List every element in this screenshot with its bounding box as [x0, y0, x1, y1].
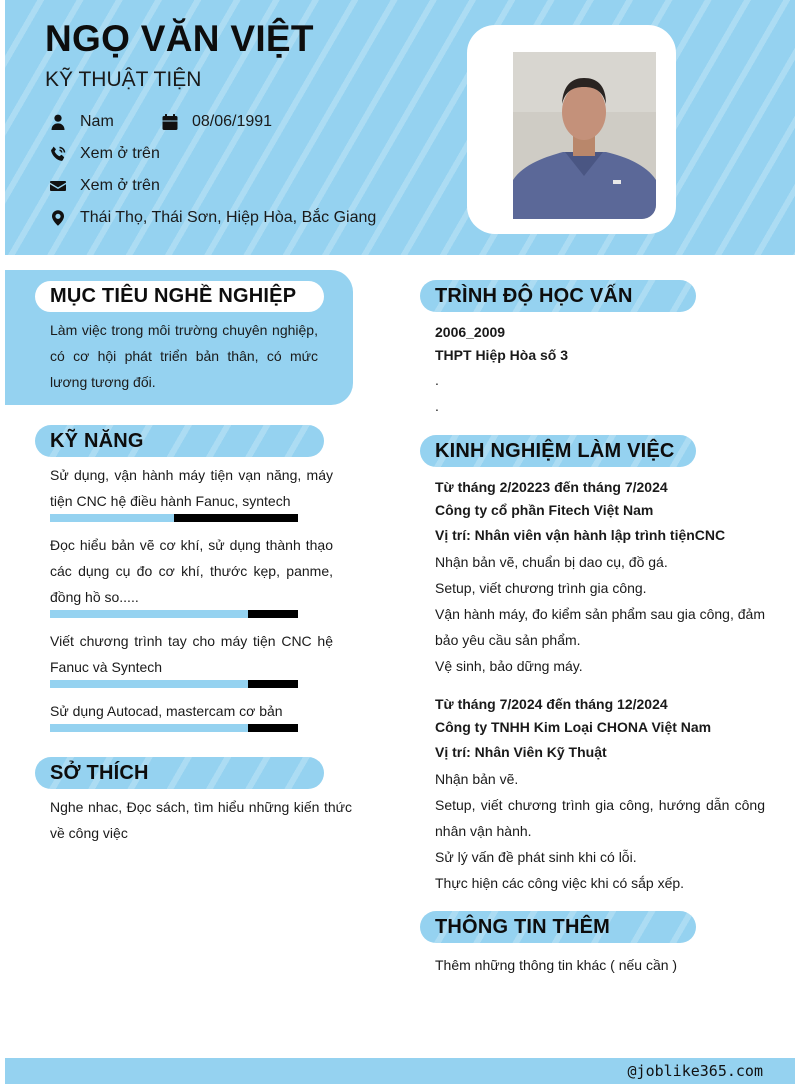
education-detail-1: .: [435, 372, 439, 388]
skill-item: [50, 532, 333, 610]
user-icon: [50, 114, 66, 130]
skill-item: [50, 628, 333, 680]
job-title: KỸ THUẬT TIỆN: [45, 68, 202, 91]
job-position: Vị trí: Nhân Viên Kỹ Thuật: [435, 744, 607, 760]
objective-text: Làm việc trong môi trường chuyên nghiệp, có cơ hội phát triển bản thân, có mức lương tương đối.: [50, 322, 318, 390]
skill-level-bar: [50, 514, 298, 522]
map-marker-icon: [50, 210, 66, 226]
job-duty: Nhận bản vẽ, chuẩn bị dao cụ, đồ gá.: [435, 554, 668, 570]
job-duty: Sử lý vấn đề phát sinh khi có lỗi.: [435, 849, 637, 865]
skills-title: KỸ NĂNG: [50, 430, 144, 452]
skill-level-bar: [50, 724, 298, 732]
footer-bar: [5, 1058, 795, 1084]
job-company: Công ty TNHH Kim Loại CHONA Việt Nam: [435, 719, 712, 735]
job-duty: Vận hành máy, đo kiểm sản phẩm sau gia công, đảm bảo yêu cầu sản phẩm.: [435, 606, 765, 648]
skill-item: [50, 698, 333, 724]
skill-level-fill: [50, 724, 248, 732]
email-value: Xem ở trên: [80, 177, 160, 194]
profile-photo: [513, 52, 656, 219]
skill-level-bar: [50, 680, 298, 688]
skill-text: Đọc hiểu bản vẽ cơ khí, sử dụng thành thạo các dụng cụ đo cơ khí, thước kẹp, panme, đồng hồ so.....: [50, 537, 333, 605]
job-period: Từ tháng 2/20223 đến tháng 7/2024: [435, 479, 668, 495]
job-company: Công ty cổ phần Fitech Việt Nam: [435, 502, 654, 518]
phone-icon: [50, 146, 66, 162]
phone-value: Xem ở trên: [80, 145, 160, 162]
job-duty: Setup, viết chương trình gia công.: [435, 580, 647, 596]
additional-text: Thêm những thông tin khác ( nếu cần ): [435, 957, 678, 973]
job-duty: Nhận bản vẽ.: [435, 771, 519, 787]
hobbies-title: SỞ THÍCH: [50, 762, 149, 784]
address-value: Thái Thọ, Thái Sơn, Hiệp Hòa, Bắc Giang: [80, 209, 377, 226]
job-position: Vị trí: Nhân viên vận hành lập trình tiệnCNC: [435, 527, 726, 543]
objective-title: MỤC TIÊU NGHỀ NGHIỆP: [50, 285, 297, 307]
email-row: [50, 177, 160, 195]
gender-value: Nam: [80, 113, 114, 130]
birthdate-row: [162, 113, 272, 131]
skill-text: Sử dụng, vận hành máy tiện vạn năng, máy tiện CNC hệ điều hành Fanuc, syntech: [50, 467, 333, 509]
job-duty: Vệ sinh, bảo dững máy.: [435, 658, 583, 674]
phone-row: [50, 145, 160, 163]
job-duty: Thực hiện các công việc khi có sắp xếp.: [435, 875, 685, 891]
skill-level-fill: [50, 514, 174, 522]
skill-text: Sử dụng Autocad, mastercam cơ bản: [50, 703, 283, 719]
skill-level-fill: [50, 610, 248, 618]
skill-level-fill: [50, 680, 248, 688]
envelope-icon: [50, 178, 66, 194]
address-row: [50, 209, 376, 227]
calendar-icon: [162, 114, 178, 130]
hobbies-text: Nghe nhac, Đọc sách, tìm hiểu những kiến thức về công việc: [50, 799, 352, 841]
birthdate-value: 08/06/1991: [192, 113, 273, 130]
footer-website: @joblike365.com: [627, 1062, 763, 1080]
candidate-name: NGỌ VĂN VIỆT: [45, 18, 314, 59]
experience-title: KINH NGHIỆM LÀM VIỆC: [435, 440, 675, 462]
education-title: TRÌNH ĐỘ HỌC VẤN: [435, 285, 633, 307]
job-period: Từ tháng 7/2024 đến tháng 12/2024: [435, 696, 668, 712]
job-duty: Setup, viết chương trình gia công, hướng dẫn công nhân vận hành.: [435, 797, 765, 839]
education-period: 2006_2009: [435, 324, 506, 340]
education-detail-2: .: [435, 398, 439, 414]
profile-photo-frame: [467, 25, 676, 234]
additional-title: THÔNG TIN THÊM: [435, 916, 611, 938]
skill-text: Viết chương trình tay cho máy tiện CNC hệ Fanuc và Syntech: [50, 633, 333, 675]
skill-item: [50, 462, 333, 514]
gender-row: [50, 113, 114, 131]
skill-level-bar: [50, 610, 298, 618]
education-school: THPT Hiệp Hòa số 3: [435, 347, 569, 363]
